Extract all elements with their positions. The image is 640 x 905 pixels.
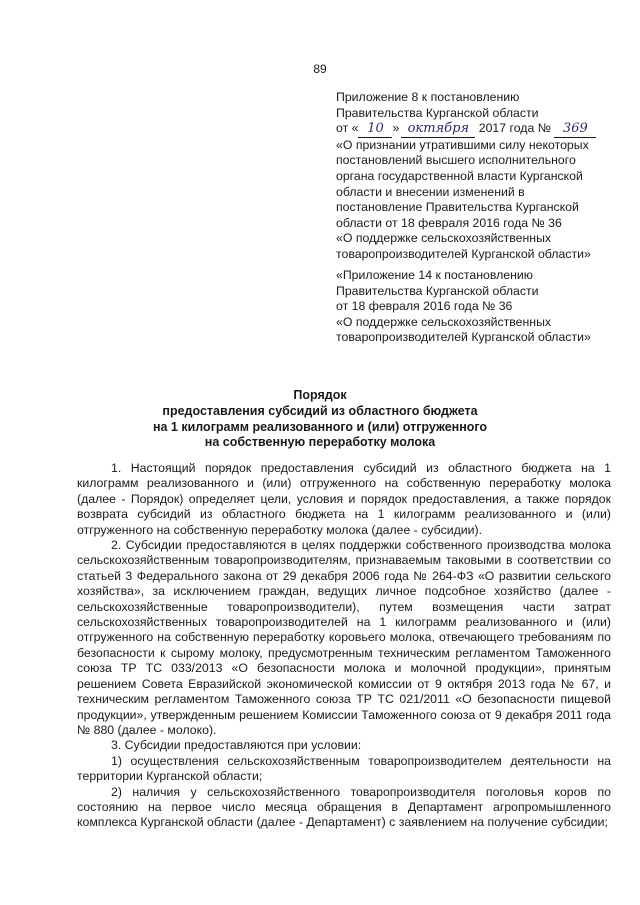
appendix-8-line: постановление Правительства Курганской [336, 200, 579, 215]
appendix-8-line: Правительства Курганской области [336, 105, 539, 120]
appendix-14-line: от 18 февраля 2016 года № 36 [336, 299, 513, 314]
appendix-14-line: «Приложение 14 к постановлению [336, 268, 534, 282]
paragraph-1: 1. Настоящий порядок предоставления субсидий из областного бюджета на 1 килограмм реализованного и (или) отгруженного на собственную переработку молока (далее - Порядок) определяет цели, условия и порядок предоставления, а также порядок возврата субсидий из областного бюджета на 1 килограмм реализованного и (или) отгруженного на собственную переработку молока (далее - субсидии). [77, 461, 611, 537]
appendix-14-line: товаропроизводителей Курганской области» [336, 330, 591, 345]
date-mid: » [392, 121, 400, 136]
title-heading: Порядок [293, 388, 347, 402]
paragraph-3: 3. Субсидии предоставляются при условии: [111, 738, 362, 753]
page-number: 89 [313, 62, 327, 76]
appendix-8-line: области и внесении изменений в [336, 184, 525, 199]
appendix-8-line: области от 18 февраля 2016 года № 36 [336, 215, 562, 230]
title-line: на собственную переработку молока [204, 435, 436, 450]
appendix-14-line: «О поддержке сельскохозяйственных [336, 314, 552, 329]
document-title [0, 388, 640, 451]
appendix-14-header [336, 268, 636, 346]
date-prefix: от « [336, 121, 359, 136]
title-line: на 1 килограмм реализованного и (или) отгруженного [152, 419, 488, 434]
paragraph-2: 2. Субсидии предоставляются в целях поддержки собственного производства молока сельскохозяйственным товаропроизводителям, признаваемым таковыми в соответствии со статьей 3 Федерального закона от 29 декабря 2006 года № 264-ФЗ «О развитии сельского хозяйства», за исключением граждан, ведущих личное подсобное хозяйство (далее - сельскохозяйственные товаропроизводители), путем возмещения части затрат сельскохозяйственных товаропроизводителей на 1 килограмм реализованного и (или) отгруженного на собственную переработку коровьего молока, отвечающего требованиям по безопасности к сырому молоку, предусмотренным техническим регламентом Таможенного союза ТР ТС 033/2013 «О безопасности молока и молочной продукции», принятым решением Совета Евразийской экономической комиссии от 9 октября 2013 года № 67, и техническим регламентом Таможенного союза ТР ТС 021/2011 «О безопасности пищевой продукции», утвержденным решением Комиссии Таможенного союза от 9 декабря 2011 года № 880 (далее - молоко). [77, 538, 611, 737]
appendix-8-header [336, 90, 636, 263]
appendix-8-date-line [336, 121, 636, 138]
paragraph-3-item-1: 1) осуществления сельскохозяйственным товаропроизводителем деятельности на территории Курганской области; [77, 753, 611, 784]
title-line: предоставления субсидий из областного бюджета [162, 403, 478, 418]
appendix-8-line: Приложение 8 к постановлению [336, 90, 520, 104]
appendix-14-line: Правительства Курганской области [336, 283, 539, 298]
appendix-8-line: «О признании утратившими силу некоторых [336, 137, 589, 152]
date-year-text: 2017 года № [478, 121, 551, 136]
paragraph-3-item-2: 2) наличия у сельскохозяйственного товаропроизводителя поголовья коров по состоянию на первое число месяца обращения в Департамент агропромышленного комплекса Курганской области (далее - Департамент) с заявлением на получение субсидии; [77, 784, 611, 830]
handwritten-month: октября [401, 121, 475, 138]
handwritten-day: 10 [358, 121, 392, 138]
appendix-8-line: органа государственной власти Курганской [336, 168, 583, 183]
document-body [77, 461, 611, 831]
appendix-8-line: «О поддержке сельскохозяйственных [336, 231, 552, 246]
handwritten-number: 369 [554, 121, 596, 138]
appendix-8-line: товаропроизводителей Курганской области» [336, 246, 591, 261]
appendix-8-line: постановлений высшего исполнительного [336, 153, 576, 168]
